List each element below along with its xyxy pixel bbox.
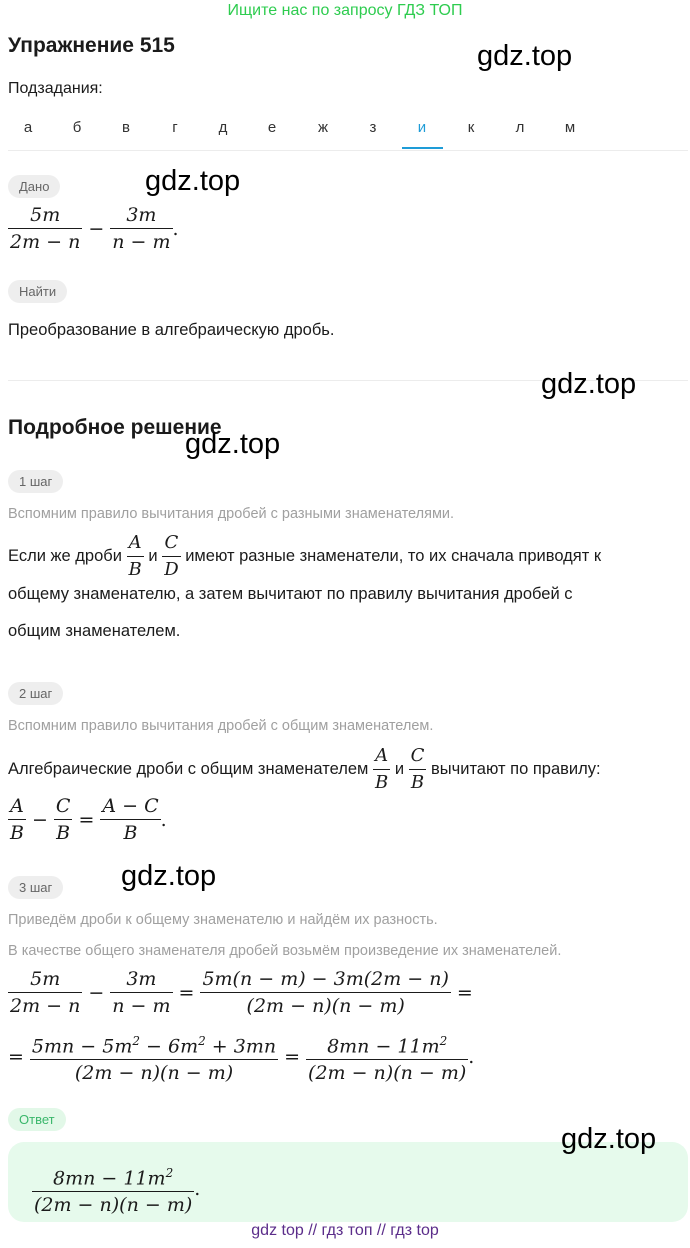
watermark: gdz.top (145, 165, 241, 197)
operator: − (31, 808, 48, 831)
frac-den: (2m − n)(n − m) (34, 1194, 193, 1217)
frac-den: B (374, 772, 389, 793)
frac-den: n − m (112, 995, 171, 1017)
operator: = (456, 981, 473, 1004)
tab-v[interactable]: в (122, 119, 130, 136)
tab-b[interactable]: б (72, 119, 82, 136)
frac-den: B (123, 822, 138, 844)
answer-label: Ответ (8, 1108, 66, 1131)
frac-num (30, 1028, 278, 1060)
frac-den: 2m − n (10, 231, 81, 253)
frac-den: n − m (112, 231, 171, 253)
step-1-line-3: общим знаменателем. (8, 622, 181, 640)
operator: = (178, 981, 195, 1004)
operator: − (88, 217, 105, 240)
step-3-label: 3 шаг (8, 876, 63, 899)
step-1-hint: Вспомним правило вычитания дробей с разными знаменателями. (8, 506, 455, 522)
step-text: Алгебраические дроби с общим знаменателем (8, 759, 369, 778)
frac-num (32, 1160, 194, 1192)
frac-den: B (10, 822, 24, 844)
frac-num: A (8, 793, 26, 820)
exponent: 2 (198, 1034, 206, 1048)
frac-num: 3m (110, 202, 172, 229)
frac-den: D (164, 559, 179, 580)
tab-l[interactable]: л (515, 119, 525, 136)
step-text: и (394, 759, 405, 778)
answer-expression (32, 1160, 200, 1218)
period: . (160, 808, 167, 831)
step-2-line-1 (8, 743, 601, 796)
tab-g[interactable]: г (172, 119, 178, 136)
given-label: Дано (8, 175, 60, 198)
term: 5mn − 5m (31, 1035, 133, 1058)
frac-den: (2m − n)(n − m) (246, 995, 405, 1017)
step-1-label: 1 шаг (8, 470, 63, 493)
period: . (468, 1046, 475, 1069)
period: . (172, 217, 179, 240)
frac-num: 5m(n − m) − 3m(2m − n) (200, 966, 450, 993)
watermark: gdz.top (185, 428, 281, 460)
subtraction-rule (8, 793, 167, 846)
frac-den: (2m − n)(n − m) (308, 1062, 467, 1085)
step-text: имеют разные знаменатели, то их сначала приводят к (185, 546, 602, 565)
frac-den: B (410, 772, 425, 793)
tab-k[interactable]: к (467, 119, 475, 136)
frac-den: 2m − n (10, 995, 81, 1017)
step-text: Если же дроби (8, 546, 122, 565)
frac-num (306, 1028, 468, 1060)
divider (8, 150, 688, 151)
watermark: gdz.top (121, 860, 217, 892)
step-2-label: 2 шаг (8, 682, 63, 705)
term: + 3mn (205, 1035, 277, 1058)
operator: − (88, 981, 105, 1004)
step-1-line-2: общему знаменателю, а затем вычитают по правилу вычитания дробей с (8, 585, 573, 603)
term: − 6m (140, 1035, 199, 1058)
term: 8mn − 11m (53, 1167, 166, 1190)
given-expression (8, 202, 179, 255)
frac-num: 3m (110, 966, 172, 993)
tab-z[interactable]: з (369, 119, 377, 136)
exponent: 2 (165, 1166, 174, 1180)
frac-den: B (128, 559, 142, 580)
find-label: Найти (8, 280, 67, 303)
tab-a[interactable]: а (23, 119, 33, 136)
frac-num: 5m (8, 966, 82, 993)
promo-banner: Ищите нас по запросу ГДЗ ТОП (227, 2, 463, 19)
operator: = (284, 1046, 301, 1069)
frac-num: A (127, 530, 144, 557)
term: 8mn − 11m (327, 1035, 440, 1058)
frac-num: A (373, 743, 390, 770)
step-3-equation-1 (8, 966, 479, 1019)
solution-heading: Подробное решение (8, 416, 222, 439)
watermark: gdz.top (477, 40, 573, 72)
step-text: и (148, 546, 158, 565)
frac-num: C (409, 743, 427, 770)
frac-den: B (56, 822, 71, 844)
tab-m[interactable]: м (564, 119, 576, 136)
frac-num: C (162, 530, 180, 557)
active-tab-indicator (402, 147, 443, 149)
step-3-hint: Приведём дроби к общему знаменателю и найдём их разность. (8, 912, 438, 928)
step-3-equation-2 (8, 1028, 474, 1086)
find-text: Преобразование в алгебраическую дробь. (8, 321, 335, 339)
frac-num: 5m (8, 202, 82, 229)
exponent: 2 (439, 1034, 448, 1048)
frac-num: C (54, 793, 73, 820)
period: . (194, 1178, 201, 1201)
tab-i[interactable]: и (417, 119, 427, 136)
step-2-hint: Вспомним правило вычитания дробей с общим знаменателем. (8, 718, 434, 734)
tab-d[interactable]: д (218, 119, 228, 136)
step-text: вычитают по правилу: (431, 759, 601, 778)
frac-den: (2m − n)(n − m) (74, 1062, 234, 1085)
tab-e[interactable]: е (267, 119, 277, 136)
watermark: gdz.top (541, 368, 637, 400)
subtasks-label: Подзадания: (8, 80, 103, 97)
page-title: Упражнение 515 (8, 34, 175, 57)
footer-links[interactable]: gdz top // гдз топ // гдз top (251, 1222, 439, 1239)
operator: = (8, 1046, 24, 1069)
frac-num: A − C (100, 793, 160, 820)
subtask-tabs (0, 113, 690, 151)
tab-zh[interactable]: ж (317, 119, 329, 136)
step-3-text: В качестве общего знаменателя дробей возьмём произведение их знаменателей. (8, 943, 562, 959)
exponent: 2 (132, 1034, 141, 1048)
operator: = (78, 808, 95, 831)
watermark: gdz.top (561, 1123, 657, 1155)
